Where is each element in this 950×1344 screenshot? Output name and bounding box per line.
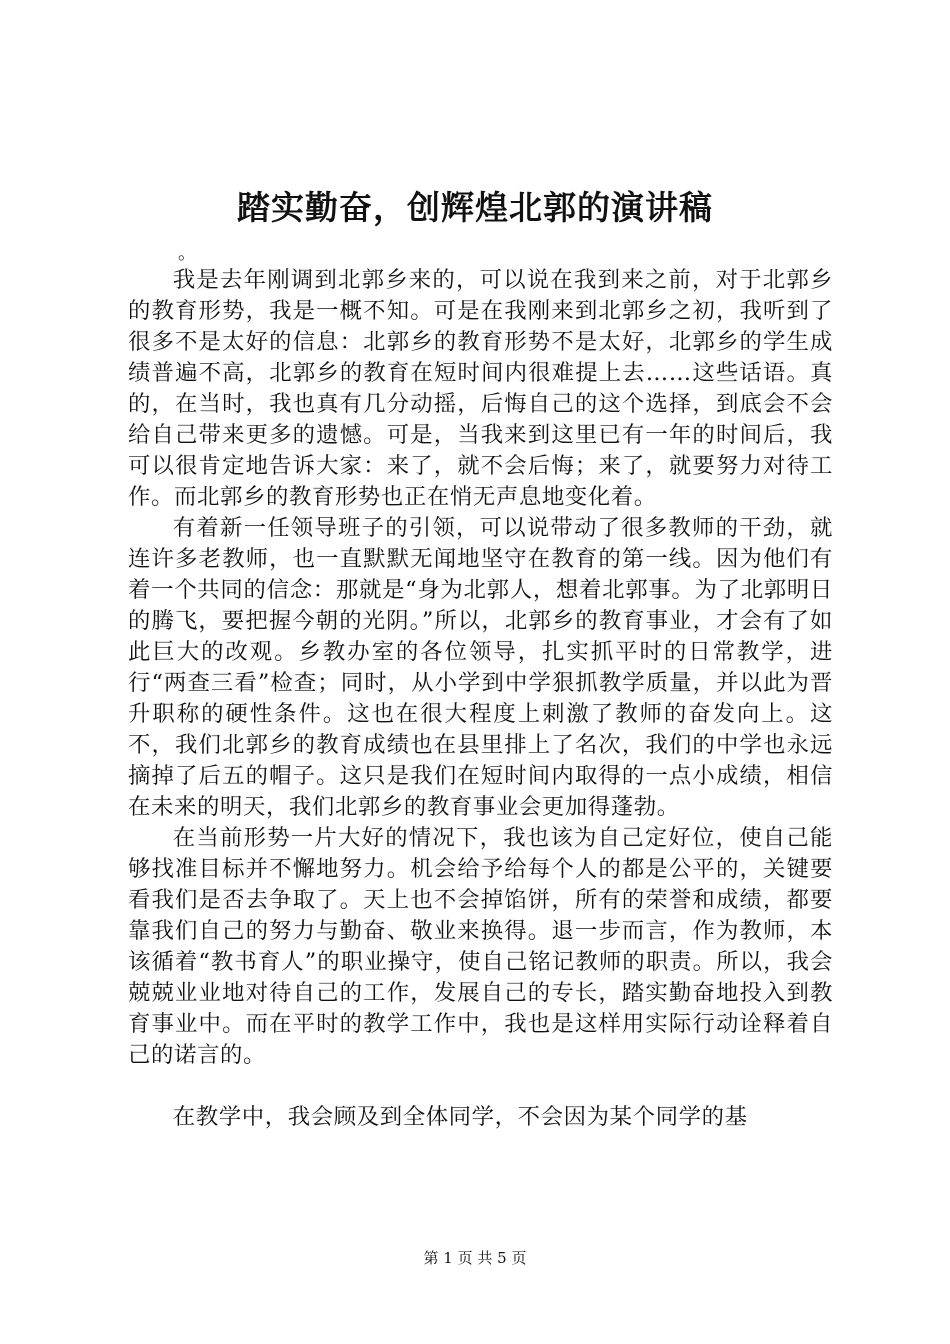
paragraph-1: 我是去年刚调到北郭乡来的，可以说在我到来之前，对于北郭乡的教育形势，我是一概不知。可是在我刚来到北郭乡之初，我听到了很多不是太好的信息：北郭乡的教育形势不是太好，北郭乡的学生成绩普遍不高，北郭乡的教育在短时间内很难提上去……这些话语。真的，在当时，我也真有几分动摇，后悔自己的这个选择，到底会不会给自己带来更多的遗憾。可是，当我来到这里已有一年的时间后，我可以很肯定地告诉大家：来了，就不会后悔；来了，就要努力对待工作。而北郭乡的教育形势也正在悄无声息地变化着。 [128,267,833,510]
paragraph-3: 在当前形势一片大好的情况下，我也该为自己定好位，使自己能够找准目标并不懈地努力。机会给予给每个人的都是公平的，关键要看我们是否去争取了。天上也不会掉馅饼，所有的荣誉和成绩，都要靠我们自己的努力与勤奋、敬业来换得。退一步而言，作为教师，本该循着“教书育人”的职业操守，使自己铭记教师的职责。所以，我会兢兢业业地对待自己的工作，发展自己的专长，踏实勤奋地投入到教育事业中。而在平时的教学工作中，我也是这样用实际行动诠释着自己的诺言的。 [128,825,833,1068]
stray-punctuation-mark: 。 [178,243,196,264]
document-body [128,265,833,1133]
paragraph-2: 有着新一任领导班子的引领，可以说带动了很多教师的干劲，就连许多老教师，也一直默默无闻地坚守在教育的第一线。因为他们有着一个共同的信念：那就是“身为北郭人，想着北郭事。为了北郭明日的腾飞，要把握今朝的光阴。”所以，北郭乡的教育事业，才会有了如此巨大的改观。乡教办室的各位领导，扎实抓平时的日常教学，进行“两查三看”检查；同时，从小学到中学狠抓教学质量，并以此为晋升职称的硬性条件。这也在很大程度上刺激了教师的奋发向上。这不，我们北郭乡的教育成绩也在县里排上了名次，我们的中学也永远摘掉了后五的帽子。这只是我们在短时间内取得的一点小成绩，相信在未来的明天，我们北郭乡的教育事业会更加得蓬勃。 [128,515,833,820]
paragraph-4: 在教学中，我会顾及到全体同学，不会因为某个同学的基 [172,1104,748,1130]
document-title: 踏实勤奋，创辉煌北郭的演讲稿 [237,188,713,227]
page-footer: 第 1 页 共 5 页 [423,1249,527,1267]
